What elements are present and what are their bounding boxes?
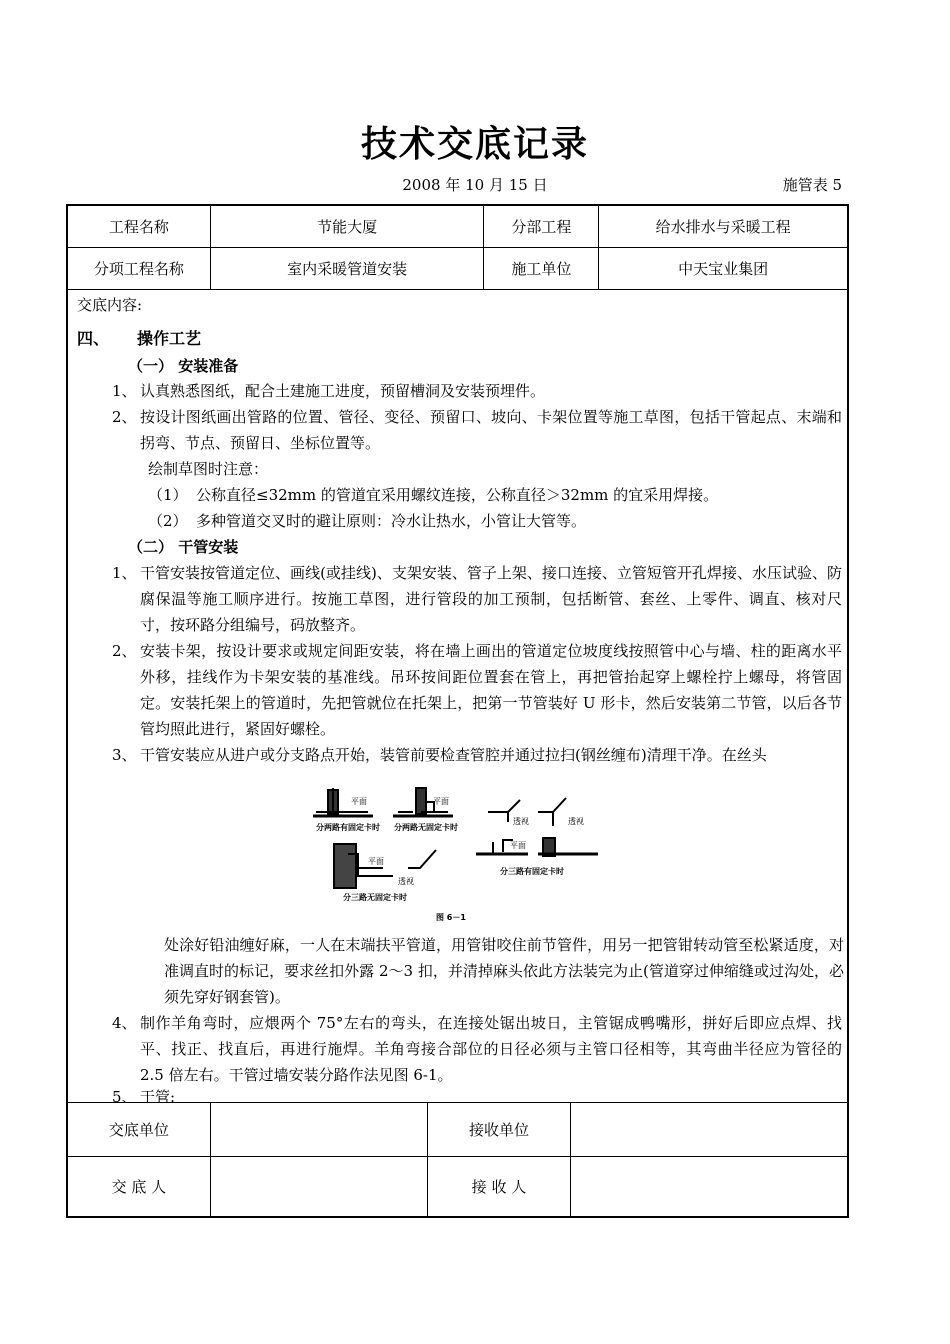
section-title: 操作工艺 <box>137 329 202 348</box>
fig-label-plan: 平面 <box>433 797 449 806</box>
division-value: 给水排水与采暖工程 <box>599 206 847 248</box>
subitem-label: 分项工程名称 <box>68 248 210 290</box>
fig-label-plan: 平面 <box>510 841 526 850</box>
list-item <box>112 560 842 638</box>
document-title: 技术交底记录 <box>360 124 589 165</box>
item-number: 3、 <box>112 746 137 764</box>
note-number: （1） <box>148 486 188 504</box>
contractor-label: 施工单位 <box>484 248 599 290</box>
note-item <box>148 508 586 534</box>
receiver-unit-label: 接收单位 <box>427 1102 571 1156</box>
item-number: 4、 <box>112 1014 137 1032</box>
note-text: 多种管道交叉时的避让原则：冷水让热水，小管让大管等。 <box>196 512 587 530</box>
pipe-line <box>408 850 436 868</box>
handover-unit-label: 交底单位 <box>68 1102 210 1156</box>
fig-label-perspective: 透视 <box>513 817 529 826</box>
signature-row <box>68 1156 847 1216</box>
list-item <box>112 1084 842 1103</box>
item-number: 1、 <box>112 382 137 400</box>
header-table <box>68 206 847 290</box>
content-label: 交底内容: <box>77 296 143 314</box>
contractor-value: 中天宝业集团 <box>599 248 847 290</box>
item-3-continuation: 处涂好铅油缠好麻，一人在末端扶平管道，用管钳咬住前节管件，用另一把管钳转动管至松紧适度，对准调直时的标记，要求丝扣外露 2～3 扣，并清掉麻头依此方法装完为止(管道穿过伸缩缝或过沟处，必须先穿好钢套管)。 <box>164 936 844 1006</box>
subsection-1-heading: （一） 安装准备 <box>128 357 239 375</box>
figure-number: 图 6－1 <box>436 913 466 922</box>
section-heading <box>77 326 201 349</box>
subitem-value: 室内采暖管道安装 <box>210 248 484 290</box>
header-row <box>68 248 847 290</box>
item-text: 干管安装按管道定位、画线(或挂线)、支架安装、管子上架、接口连接、立管短管开孔焊接、水压试验、防腐保温等施工顺序进行。按施工草图，进行管段的加工预制，包括断管、套丝、上零件、调直、核对尺寸，按环路分组编号，码放整齐。 <box>140 564 842 634</box>
form-number: 施管表 5 <box>782 176 842 194</box>
subsection-2-heading: （二） 干管安装 <box>128 538 239 556</box>
handover-unit-field[interactable] <box>210 1102 427 1156</box>
signature-row <box>68 1102 847 1156</box>
fig-caption: 分两路无固定卡时 <box>394 823 458 832</box>
fig-label-perspective: 透视 <box>568 817 584 826</box>
fig-caption: 分三路无固定卡时 <box>343 893 407 902</box>
item-text: 制作羊角弯时，应煨两个 75°左右的弯头，在连接处锯出坡日，主管锯成鸭嘴形，拼好后即应点焊、找平、找正、找直后，再进行施焊。羊角弯接合部位的日径必须与主管口径相等，其弯曲半径应为管径的 2.5 倍左右。干管过墙安装分路作法见图 6-1。 <box>140 1014 842 1084</box>
item-text: 干管安装应从进户或分支路点开始，装管前要检查管腔并通过拉扫(钢丝缠布)清理干净。在丝头 <box>140 746 767 764</box>
content-body <box>68 292 847 1103</box>
signature-table <box>68 1102 847 1217</box>
item-number: 2、 <box>112 642 137 660</box>
item-text: 干管: <box>140 1088 176 1103</box>
record-sheet <box>66 204 849 1218</box>
item-number: 5、 <box>112 1088 137 1103</box>
header-row <box>68 206 847 248</box>
item-number: 1、 <box>112 564 137 582</box>
project-name-label: 工程名称 <box>68 206 210 248</box>
pipe-branch-figure <box>208 782 708 927</box>
item-number: 2、 <box>112 408 137 426</box>
list-item <box>112 404 842 456</box>
fig-label-plan: 平面 <box>368 857 384 866</box>
fig-caption: 分三路有固定卡时 <box>500 867 564 876</box>
list-item <box>112 638 842 742</box>
receiver-person-label: 接 收 人 <box>427 1156 571 1216</box>
receiver-unit-field[interactable] <box>571 1102 847 1156</box>
record-date: 2008 年 10 月 15 日 <box>402 176 548 194</box>
item-text: 安装卡架，按设计要求或规定间距安装，将在墙上画出的管道定位坡度线按照管中心与墙、柱的距离水平外移，挂线作为卡架安装的基准线。吊环按间距位置套在管上，再把管抬起穿上螺栓拧上螺母，将管固定。安装托架上的管道时，先把管就位在托架上，把第一节管装好 U 形卡，然后安装第二节管，以后各节管均照此进行，紧固好螺栓。 <box>140 642 842 738</box>
section-number: 四、 <box>77 329 110 348</box>
list-item <box>112 378 842 404</box>
note-text: 公称直径≤32mm 的管道宜采用螺纹连接，公称直径＞32mm 的宜采用焊接。 <box>196 486 719 504</box>
pipe-line <box>538 798 566 826</box>
list-item <box>112 1010 842 1088</box>
list-item <box>112 742 842 768</box>
handover-person-field[interactable] <box>210 1156 427 1216</box>
project-name-value: 节能大厦 <box>210 206 484 248</box>
item-text: 按设计图纸画出管路的位置、管径、变径、预留口、坡向、卡架位置等施工草图，包括干管起点、末端和拐弯、节点、预留日、坐标位置等。 <box>140 408 842 452</box>
fig-label-plan: 平面 <box>351 797 367 806</box>
division-label: 分部工程 <box>484 206 599 248</box>
note-number: （2） <box>148 512 188 530</box>
handover-person-label: 交 底 人 <box>68 1156 210 1216</box>
wall-section <box>334 844 356 888</box>
note-heading: 绘制草图时注意： <box>148 460 269 478</box>
fig-caption: 分两路有固定卡时 <box>316 823 380 832</box>
wall-section <box>416 788 426 814</box>
item-text: 认真熟悉图纸，配合土建施工进度，预留槽洞及安装预埋件。 <box>140 382 546 400</box>
receiver-person-field[interactable] <box>571 1156 847 1216</box>
fig-label-perspective: 透视 <box>398 877 414 886</box>
note-item <box>148 482 718 508</box>
